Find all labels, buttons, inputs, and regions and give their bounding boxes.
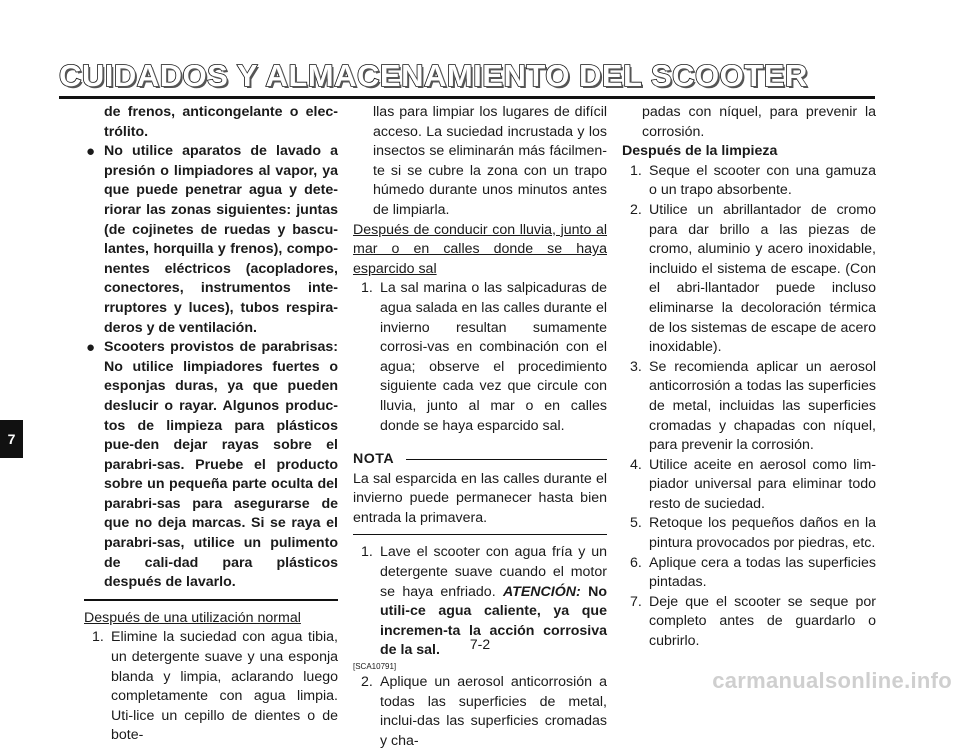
- list-number: 1.: [630, 162, 642, 179]
- section-divider: [84, 599, 338, 601]
- subheading: Después de una utilización normal: [84, 609, 301, 626]
- note-label: NOTA: [353, 451, 395, 468]
- list-text: Seque el scooter con una gamuza o un trapo absorbente.: [649, 162, 876, 199]
- bullet-text: Scooters provistos de parabrisas: No utilice limpiadores fuertes o esponjas duras, ya que pueden deslucir o rayar. Algunos produc-tos de limpieza para plásticos pue-den dejar rayas sobre el parabri-sas. Pruebe el producto sobre un pequeña parte oculta del parabri-sas para asegurarse de que no deja marcas. Si se raya el parabri-sas, utilice un pulimento de cali-dad para plásticos después de lavarlo.: [104, 339, 338, 591]
- list-text: Utilice aceite en aerosol como lim-piador universal para eliminar todo resto de suciedad.: [649, 456, 876, 512]
- list-item: [353, 673, 607, 751]
- continued-text: de frenos, anticongelante o elec-trólito.: [104, 104, 338, 140]
- continued-text: llas para limpiar los lugares de difícil acceso. La suciedad incrustada y los insectos se eliminarán más fácilmen-te si se cubre la zona con un trapo húmedo durante unos minutos antes de limpiarla.: [373, 104, 607, 218]
- note-rule: [406, 459, 607, 460]
- page-title: CUIDADOS Y ALMACENAMIENTO DEL SCOOTER: [59, 58, 808, 93]
- list-item: [353, 279, 607, 436]
- list-item: [622, 554, 876, 593]
- list-text: Aplique un aerosol anticorrosión a todas las superficies de metal, inclui-das las superficies cromadas y cha-: [380, 674, 607, 749]
- list-item: [622, 514, 876, 553]
- list-number: 4.: [630, 456, 642, 473]
- list-item: [622, 162, 876, 201]
- list-number: 5.: [630, 515, 642, 532]
- chapter-tab: 7: [0, 420, 23, 458]
- list-item: [622, 358, 876, 456]
- title-rule: [59, 96, 875, 99]
- list-text: Deje que el scooter se seque por completo antes de guardarlo o cubrirlo.: [649, 593, 876, 650]
- list-item: [622, 456, 876, 515]
- note-header: [353, 450, 607, 470]
- list-number: 6.: [630, 554, 642, 571]
- list-text: Aplique cera a todas las superficies pintadas.: [649, 554, 876, 591]
- list-number: 1.: [361, 280, 373, 297]
- section-heading: Después de la limpieza: [622, 143, 778, 160]
- bullet-icon: ●: [86, 339, 96, 357]
- subheading: Después de conducir con lluvia, junto al mar o en calles donde se haya esparcido sal: [353, 221, 607, 277]
- bullet-icon: ●: [86, 143, 96, 161]
- note-end-rule: [353, 534, 607, 535]
- reference-code: [SCA10791]: [353, 662, 397, 672]
- list-text: Retoque los pequeños daños en la pintura provocados por piedras, etc.: [649, 515, 876, 552]
- bullet-item: [84, 142, 338, 338]
- note-text: La sal esparcida en las calles durante el invierno puede permanecer hasta bien entrada la primavera.: [353, 470, 607, 526]
- list-number: 2.: [630, 201, 642, 218]
- bullet-item: [84, 338, 338, 593]
- list-text: Lave el scooter con agua fría y un detergente suave cuando el motor se haya enfriado.: [380, 544, 607, 600]
- list-text: Utilice un abrillantador de cromo para dar brillo a las piezas de cromo, aluminio y acero inoxidable, incluido el sistema de escape. (Con el abri-llantador puede incluso eliminarse la decoloración térmica de los sistemas de escape de acero inoxidable).: [649, 201, 876, 356]
- list-number: 2.: [361, 674, 373, 691]
- bullet-text: No utilice aparatos de lavado a presión o limpiadores al vapor, ya que puede penetrar agua y dete-riorar las zonas siguientes: juntas (de cojinetes de ruedas y bascu-lantes, horquilla y frenos), compo-nentes eléctricos (acopladores, conectores, instrumentos inte-rruptores y luces), tubos respira-deros y de ventilación.: [104, 143, 338, 336]
- column-2: [353, 103, 607, 751]
- caution-label: ATENCIÓN:: [502, 583, 581, 600]
- list-text: La sal marina o las salpicaduras de agua salada en las calles durante el invierno resultan sumamente corrosi-vas en combinación con el agua; observe el procedimiento siguiente cada vez que circule con lluvia, junto al mar o en calles donde se haya esparcido sal.: [380, 280, 607, 434]
- list-number: 7.: [630, 593, 642, 610]
- list-text: Se recomienda aplicar un aerosol anticorrosión a todas las superficies de metal, incluidas las superficies cromadas y chapadas con níquel, para prevenir la corrosión.: [649, 358, 876, 454]
- caution-text: No utili-ce agua caliente, ya que incremen-ta la acción corrosiva de la sal.: [380, 583, 607, 659]
- column-3: [622, 103, 876, 652]
- watermark: carmanualsonline.info: [712, 668, 952, 693]
- list-number: 1.: [361, 544, 373, 561]
- continued-text: padas con níquel, para prevenir la corrosión.: [642, 104, 876, 140]
- list-number: 3.: [630, 358, 642, 375]
- list-text: Elimine la suciedad con agua tibia, un detergente suave y una esponja blanda y limpia, aclarando luego completamente con agua limpia. Uti-lice un cepillo de dientes o de bote-: [111, 629, 338, 744]
- list-item: [622, 201, 876, 358]
- list-number: 1.: [92, 629, 104, 646]
- page-number: 7-2: [469, 636, 491, 652]
